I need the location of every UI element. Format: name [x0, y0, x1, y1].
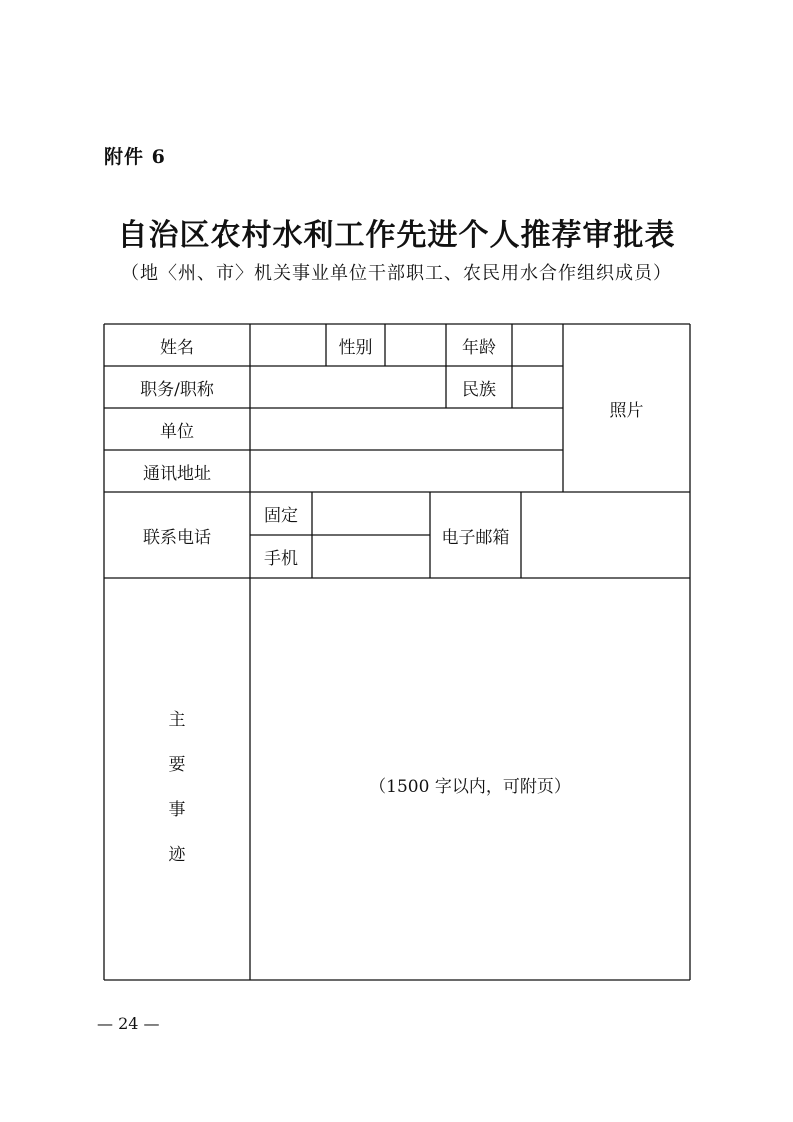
attachment-label: 附件 6	[104, 146, 166, 168]
ethnicity-field[interactable]	[512, 366, 563, 408]
photo-box[interactable]	[563, 324, 690, 492]
gender-field[interactable]	[385, 324, 446, 366]
age-field[interactable]	[512, 324, 563, 366]
page-title: 自治区农村水利工作先进个人推荐审批表	[117, 218, 676, 253]
name-field[interactable]	[250, 324, 326, 366]
photo-label: 照片	[609, 400, 644, 421]
phone-label: 联系电话	[143, 527, 211, 548]
position-label: 职务/职称	[140, 379, 214, 400]
page-subtitle: （地〈州、市〉机关事业单位干部职工、农民用水合作组织成员）	[121, 263, 672, 284]
address-field[interactable]	[250, 450, 563, 492]
deeds-note: （1500 字以内，可附页）	[369, 777, 571, 797]
unit-label: 单位	[160, 421, 194, 442]
name-label: 姓名	[160, 337, 194, 358]
deeds-label-char: 主	[168, 710, 186, 730]
position-field[interactable]	[250, 366, 446, 408]
deeds-label-char: 要	[168, 755, 186, 775]
email-field[interactable]	[521, 492, 690, 578]
gender-label: 性别	[338, 337, 373, 358]
ethnicity-label: 民族	[462, 379, 496, 400]
landline-field[interactable]	[312, 492, 430, 535]
email-label: 电子邮箱	[441, 527, 510, 548]
deeds-label-char: 事	[168, 800, 186, 820]
age-label: 年龄	[462, 337, 496, 358]
deeds-label-char: 迹	[168, 845, 186, 865]
mobile-field[interactable]	[312, 535, 430, 578]
unit-field[interactable]	[250, 408, 563, 450]
address-label: 通讯地址	[143, 463, 211, 484]
landline-label: 固定	[264, 506, 298, 526]
mobile-label: 手机	[264, 549, 298, 569]
page-number: — 24 —	[97, 1014, 160, 1033]
deeds-label	[104, 705, 250, 865]
